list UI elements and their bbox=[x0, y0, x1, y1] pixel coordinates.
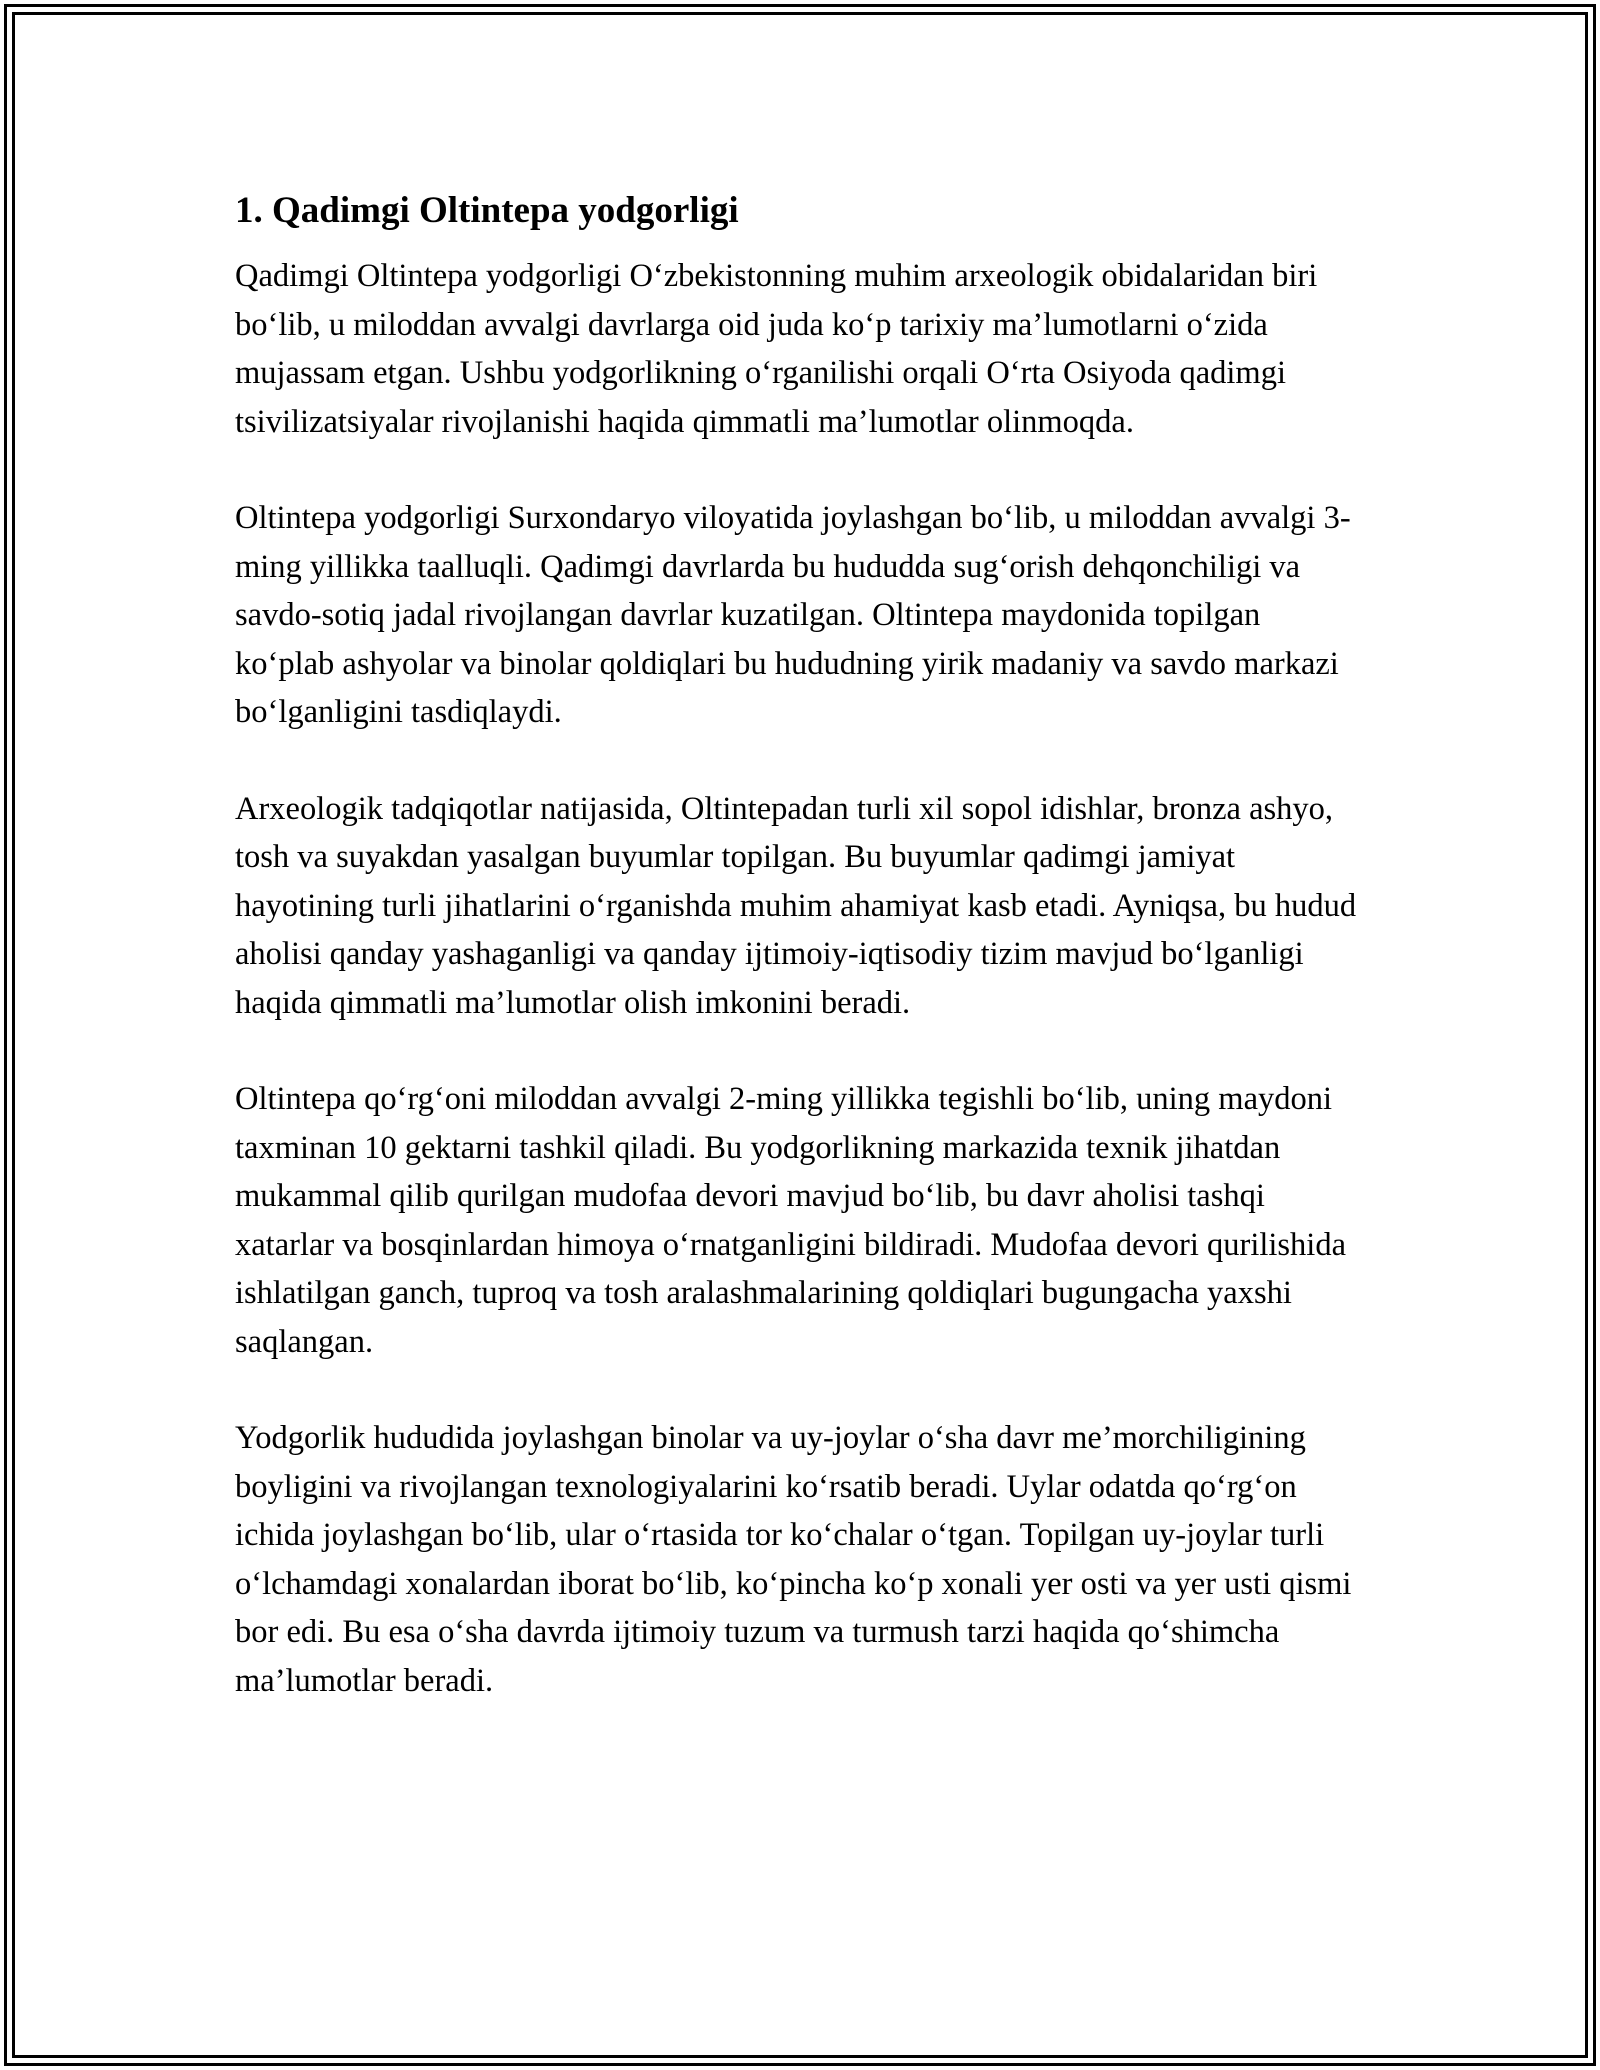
paragraph-1: Qadimgi Oltintepa yodgorligi O‘zbekistonning muhim arxeologik obidalaridan biri bo‘lib, u miloddan avvalgi davrlarga oid juda ko‘p tarixiy ma’lumotlarni o‘zida mujassam etgan. Ushbu yodgorlikning o‘rganilishi orqali O‘rta Osiyoda qadimgi tsivilizatsiyalar rivojlanishi haqida qimmatli ma’lumotlar olinmoqda. bbox=[235, 258, 1318, 440]
section-title: 1. Qadimgi Oltintepa yodgorligi bbox=[235, 190, 739, 231]
paragraph-3: Arxeologik tadqiqotlar natijasida, Oltintepadan turli xil sopol idishlar, bronza ashyo, tosh va suyakdan yasalgan buyumlar topilgan. Bu buyumlar qadimgi jamiyat hayotining turli jihatlarini o‘rganishda muhim ahamiyat kasb etadi. Ayniqsa, bu hudud aholisi qanday yashaganligi va qanday ijtimoiy-iqtisodiy tizim mavjud bo‘lganligi haqida qimmatli ma’lumotlar olish imkonini beradi. bbox=[235, 790, 1357, 1021]
document-body bbox=[235, 188, 1365, 1705]
paragraph-2: Oltintepa yodgorligi Surxondaryo viloyatida joylashgan bo‘lib, u miloddan avvalgi 3-ming yillikka taalluqli. Qadimgi davrlarda bu hududda sug‘orish dehqonchiligi va savdo-sotiq jadal rivojlangan davrlar kuzatilgan. Oltintepa maydonida topilgan ko‘plab ashyolar va binolar qoldiqlari bu hududning yirik madaniy va savdo markazi bo‘lganligini tasdiqlaydi. bbox=[235, 500, 1351, 730]
paragraph-4: Oltintepa qo‘rg‘oni miloddan avvalgi 2-ming yillikka tegishli bo‘lib, uning maydoni taxminan 10 gektarni tashkil qiladi. Bu yodgorlikning markazida texnik jihatdan mukammal qilib qurilgan mudofaa devori mavjud bo‘lib, bu davr aholisi tashqi xatarlar va bosqinlardan himoya o‘rnatganligini bildiradi. Mudofaa devori qurilishida ishlatilgan ganch, tuproq va tosh aralashmalarining qoldiqlari bugungacha yaxshi saqlangan. bbox=[235, 1081, 1347, 1360]
paragraph-5: Yodgorlik hududida joylashgan binolar va uy-joylar o‘sha davr me’morchiligining boyligini va rivojlangan texnologiyalarini ko‘rsatib beradi. Uylar odatda qo‘rg‘on ichida joylashgan bo‘lib, ular o‘rtasida tor ko‘chalar o‘tgan. Topilgan uy-joylar turli o‘lchamdagi xonalardan iborat bo‘lib, ko‘pincha ko‘p xonali yer osti va yer usti qismi bor edi. Bu esa o‘sha davrda ijtimoiy tuzum va turmush tarzi haqida qo‘shimcha ma’lumotlar beradi. bbox=[235, 1420, 1352, 1699]
